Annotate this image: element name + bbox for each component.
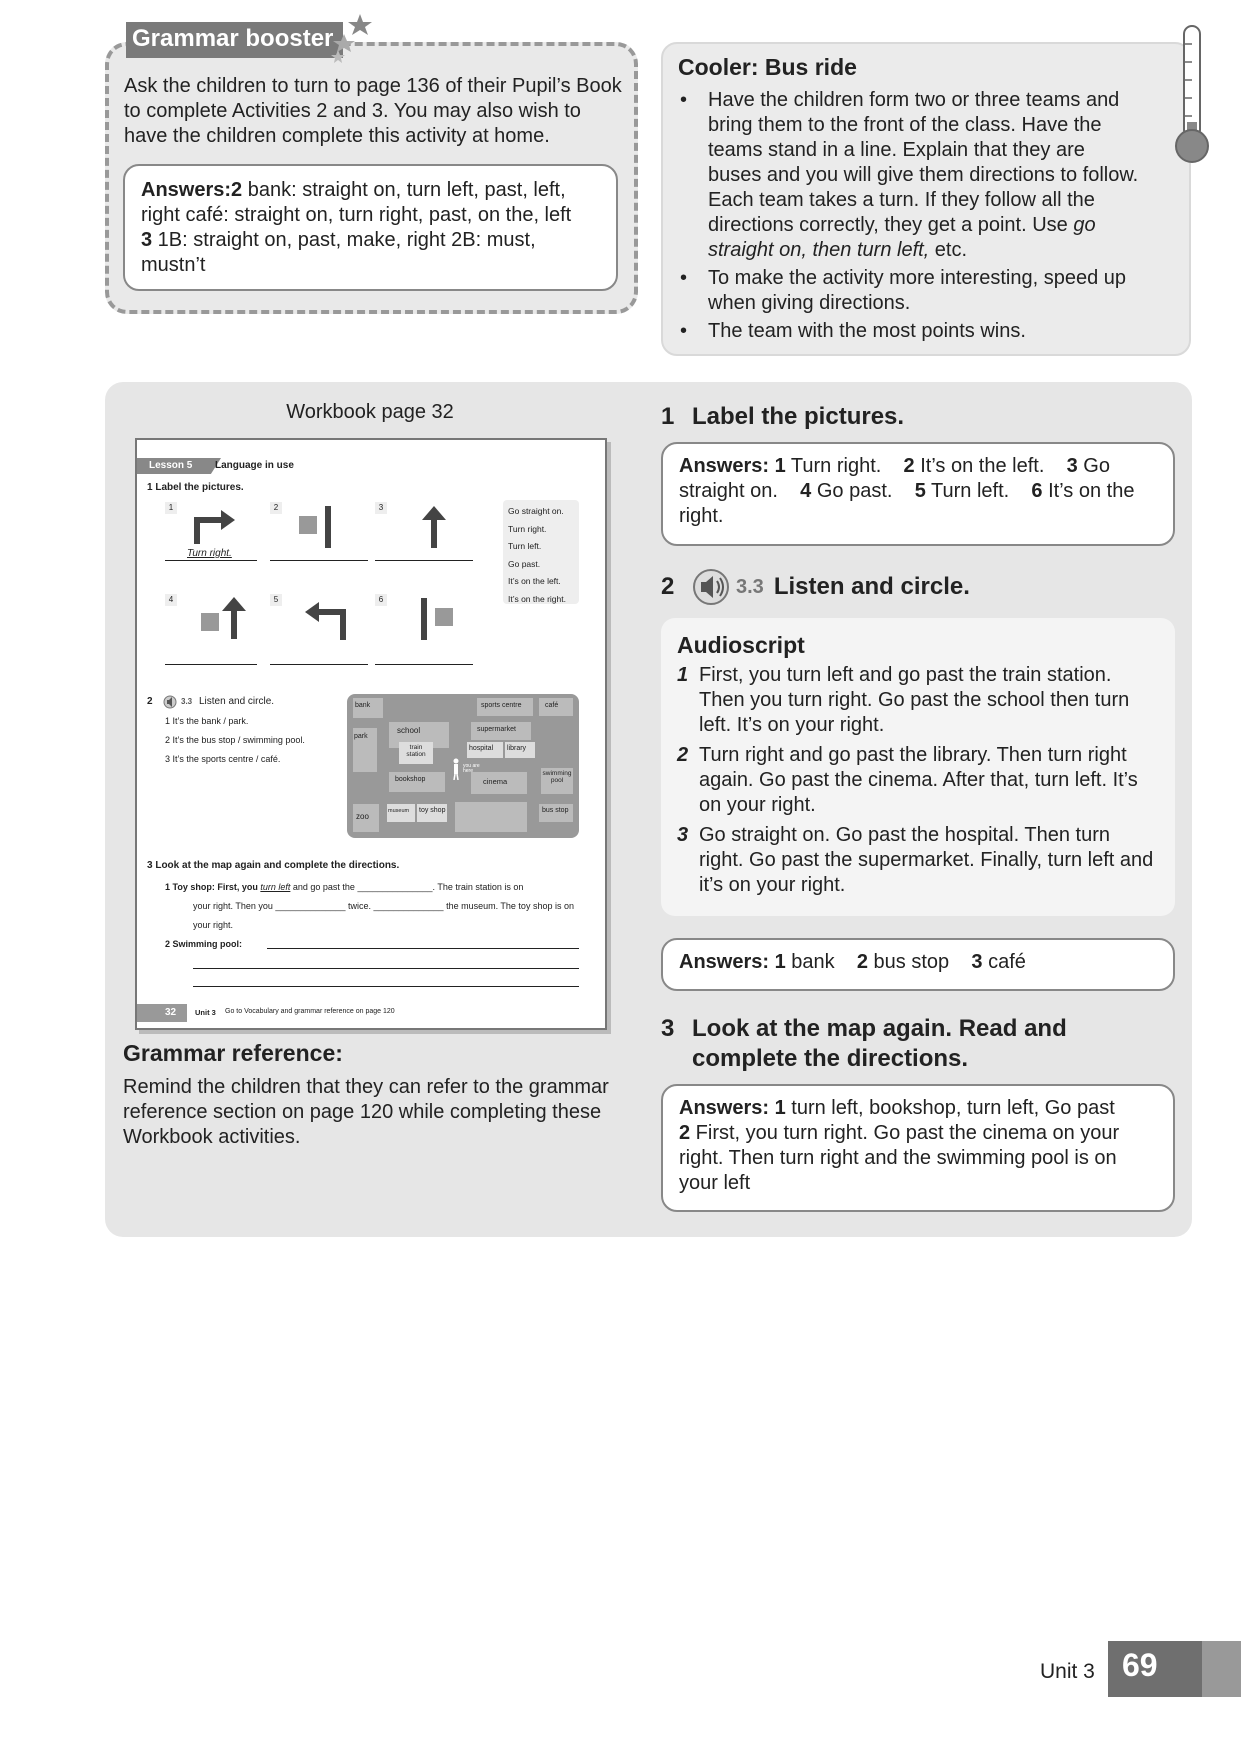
workbook-ex3-line: 2 Swimming pool: bbox=[165, 939, 243, 949]
answer-line bbox=[193, 986, 579, 987]
answer-line bbox=[193, 968, 579, 969]
word-item: It’s on the right. bbox=[508, 594, 566, 604]
workbook-page-tab bbox=[137, 1004, 187, 1022]
answer-line bbox=[375, 560, 473, 561]
map-label: toy shop bbox=[419, 807, 446, 814]
workbook-track: 3.3 bbox=[181, 697, 193, 706]
grammar-booster-title: Grammar booster bbox=[126, 22, 343, 58]
audio-speaker-icon[interactable] bbox=[692, 568, 730, 606]
map-label: school bbox=[397, 726, 421, 735]
map-label: swimming pool bbox=[542, 770, 572, 784]
answer-number: 3 bbox=[141, 229, 153, 251]
workbook-ex2-item: 3 It’s the sports centre / café. bbox=[165, 754, 281, 764]
person-icon bbox=[451, 758, 461, 780]
word-item: It’s on the left. bbox=[508, 576, 561, 586]
exercise-1-title: 1 Label the pictures. bbox=[661, 403, 905, 430]
workbook-ex1: 1 Label the pictures. bbox=[147, 482, 244, 493]
answer-line bbox=[165, 664, 257, 665]
workbook-ex3-line: your right. Then you ______________ twice. ______________ the museum. The toy shop is on bbox=[193, 901, 574, 911]
workbook-lesson-title: Language in use bbox=[215, 460, 294, 471]
building-left-icon bbox=[297, 504, 337, 550]
map-label: bank bbox=[355, 702, 371, 709]
workbook-ex2-item: 2 It’s the bus stop / swimming pool. bbox=[165, 735, 305, 745]
exercise-3-title: 3 Look at the map again. Read and complete the directions. bbox=[661, 1015, 1067, 1072]
footer-unit: Unit 3 bbox=[1040, 1660, 1095, 1683]
turn-left-arrow-icon bbox=[303, 596, 353, 642]
grammar-reference-title: Grammar reference: bbox=[123, 1040, 343, 1066]
cooler-list bbox=[680, 88, 1140, 347]
answers-label: Answers: bbox=[679, 455, 770, 477]
workbook-pic-num: 1 bbox=[165, 502, 177, 514]
workbook-ref: Go to Vocabulary and grammar reference on page 120 bbox=[225, 1008, 395, 1015]
answers-label: Answers: bbox=[141, 179, 232, 201]
thermometer-icon bbox=[1172, 24, 1212, 164]
answer-number: 2 bbox=[231, 179, 243, 201]
exercise-1-answers: Answers: 1 Turn right. 2 It’s on the left. 3 Go straight on. 4 Go past. 5 Turn left. 6 It’s on the right. bbox=[661, 442, 1175, 546]
workbook-ex2-num: 2 bbox=[147, 696, 153, 707]
answer-line bbox=[270, 664, 368, 665]
map-label: supermarket bbox=[477, 726, 516, 733]
workbook-pic-num: 4 bbox=[165, 594, 177, 606]
audioscript-box bbox=[661, 618, 1175, 916]
word-item: Go past. bbox=[508, 559, 541, 569]
answer-text: bank: straight on, turn left, past, left, right café: straight on, turn right, past, on the, left bbox=[141, 179, 572, 226]
footer-page-number: 69 bbox=[1108, 1641, 1202, 1697]
audioscript-title: Audioscript bbox=[677, 632, 805, 658]
turn-right-arrow-icon bbox=[189, 506, 239, 546]
map-label: train station bbox=[406, 744, 426, 758]
workbook-sample-answer: Turn right. bbox=[187, 548, 232, 559]
word-item: Turn right. bbox=[508, 524, 547, 534]
stars-icon bbox=[330, 14, 376, 64]
map-label: sports centre bbox=[481, 702, 522, 709]
grammar-reference-text: Remind the children that they can refer to the grammar reference section on page 120 while completing these Workbook activities. bbox=[123, 1076, 609, 1148]
workbook-ex3-line: 1 Toy shop: First, you turn left and go past the _______________. The train station is on bbox=[165, 882, 524, 892]
track-number: 3.3 bbox=[736, 576, 764, 598]
list-item: • Have the children form two or three teams and bring them to the front of the class. Have the teams stand in a line. Explain that they are buses and you will give them directions to follow. Each team takes a turn. If they follow all the directions correctly, they get a point. Use go straight on, then turn left, etc. bbox=[680, 88, 1140, 263]
exercise-3-answers: Answers: 1 turn left, bookshop, turn left, Go past 2 First, you turn right. Go past the cinema on your right. Then turn right and the swimming pool is on your left bbox=[661, 1084, 1175, 1212]
workbook-ex3: 3 Look at the map again and complete the directions. bbox=[147, 860, 400, 871]
workbook-caption: Workbook page 32 bbox=[286, 401, 454, 423]
word-item: Turn left. bbox=[508, 541, 542, 551]
workbook-ex2: Listen and circle. bbox=[199, 696, 275, 707]
map-label: café bbox=[545, 702, 559, 709]
answer-line bbox=[270, 560, 368, 561]
map-label: park bbox=[354, 733, 368, 740]
map-label: museum bbox=[388, 808, 410, 814]
exercise-2-answers: Answers: 1 bank 2 bus stop 3 café bbox=[661, 938, 1175, 991]
workbook-page-image bbox=[135, 438, 607, 1030]
word-item: Go straight on. bbox=[508, 506, 564, 516]
straight-arrow-icon bbox=[419, 504, 449, 550]
list-item: • The team with the most points wins. bbox=[680, 319, 1140, 344]
list-item: • To make the activity more interesting, speed up when giving directions. bbox=[680, 266, 1140, 316]
list-item: 3 Go straight on. Go past the hospital. Then turn right. Go past the supermarket. Finally, turn left and it’s on your right. bbox=[677, 824, 1154, 896]
cooler-title: Cooler: Bus ride bbox=[678, 54, 857, 80]
workbook-page-num: 32 bbox=[165, 1007, 177, 1018]
map-label: you are here bbox=[463, 763, 480, 774]
go-past-icon bbox=[199, 595, 249, 641]
workbook-ex2-item: 1 It’s the bank / park. bbox=[165, 716, 249, 726]
list-item: 1 First, you turn left and go past the train station. Then you turn right. Go past the school then turn left. It’s on your right. bbox=[677, 664, 1130, 736]
map-label: bus stop bbox=[542, 807, 569, 814]
workbook-ex3-line: your right. bbox=[193, 920, 234, 930]
grammar-booster-answers bbox=[123, 164, 618, 291]
exercise-2-title: 2 3.3 Listen and circle. bbox=[661, 568, 970, 606]
workbook-pic-num: 5 bbox=[270, 594, 282, 606]
workbook-unit: Unit 3 bbox=[195, 1008, 216, 1017]
answer-line bbox=[267, 948, 579, 949]
workbook-pic-num: 3 bbox=[375, 502, 387, 514]
grammar-booster-text: Ask the children to turn to page 136 of their Pupil’s Book to complete Activities 2 and 3. You may also wish to have the children complete this activity at home. bbox=[124, 75, 622, 147]
building-right-icon bbox=[419, 596, 459, 642]
workbook-pic-num: 6 bbox=[375, 594, 387, 606]
audio-icon bbox=[163, 695, 177, 709]
map-label: cinema bbox=[483, 777, 508, 786]
map-label: bookshop bbox=[395, 776, 426, 783]
footer-bar bbox=[1202, 1641, 1241, 1697]
workbook-lesson-tag: Lesson 5 bbox=[149, 460, 193, 471]
answer-line bbox=[165, 560, 257, 561]
map-label: library bbox=[507, 745, 527, 752]
list-item: 2 Turn right and go past the library. Then turn right again. Go past the cinema. After that, turn left. It’s on your right. bbox=[677, 744, 1138, 816]
map-label: zoo bbox=[356, 812, 369, 821]
map-label: hospital bbox=[469, 745, 494, 752]
answer-text: 1B: straight on, past, make, right 2B: must, mustn’t bbox=[141, 229, 536, 276]
workbook-pic-num: 2 bbox=[270, 502, 282, 514]
answer-line bbox=[375, 664, 473, 665]
